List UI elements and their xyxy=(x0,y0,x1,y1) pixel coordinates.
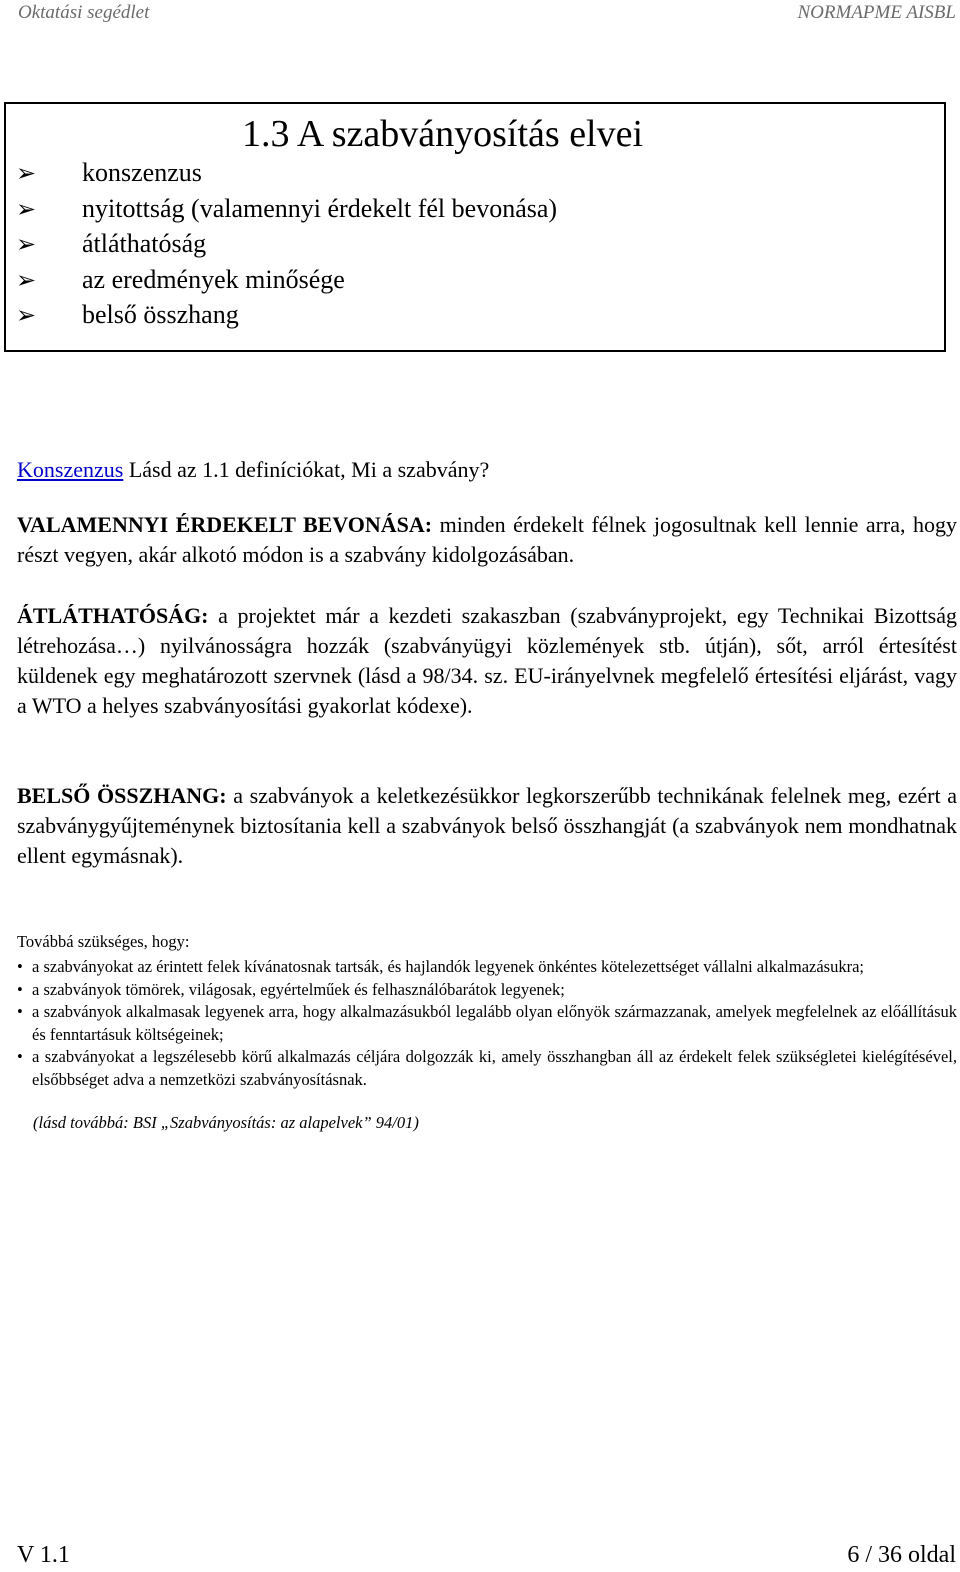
reference-note: (lásd továbbá: BSI „Szabványosítás: az alapelvek” 94/01) xyxy=(33,1113,419,1132)
belso-paragraph xyxy=(17,781,957,871)
konszenzus-paragraph xyxy=(17,455,957,485)
principle-item xyxy=(16,227,557,263)
section-title: 1.3 A szabványosítás elvei xyxy=(242,113,644,155)
principle-item xyxy=(16,298,557,334)
principles-box xyxy=(4,102,946,352)
requirement-item: • a szabványokat a legszélesebb körű alkalmazás céljára dolgozzák ki, amely összhangban áll az érdekelt felek szükségletei kielégítésével, elsőbbséget adva a nemzetközi szabványosításnak. xyxy=(17,1046,957,1091)
atlathatosag-term: ÁTLÁTHATÓSÁG: xyxy=(17,603,209,628)
arrow-bullet-icon: ➢ xyxy=(16,196,37,223)
belso-term: BELSŐ ÖSSZHANG: xyxy=(17,783,227,808)
requirement-item: • a szabványok alkalmasak legyenek arra, hogy alkalmazásukból legalább olyan előnyök származzanak, amelyek megfelelnek az előállításuk és fenntartásuk költségeinek; xyxy=(17,1001,957,1046)
principle-label: konszenzus xyxy=(82,158,202,187)
principle-label: belső összhang xyxy=(82,300,239,329)
arrow-bullet-icon: ➢ xyxy=(16,267,37,294)
arrow-bullet-icon: ➢ xyxy=(16,303,37,329)
belso-text: a szabványok a keletkezésükkor legkorszerűbb technikának felelnek meg, ezért a szabványgyűjteménynek biztosítania kell a szabványok belső összhangját (a szabványok nem mondhatnak ellent egymásnak). xyxy=(17,783,958,868)
requirements-intro: Továbbá szükséges, hogy: xyxy=(17,932,190,951)
requirements-list xyxy=(17,956,957,1091)
arrow-bullet-icon: ➢ xyxy=(16,161,37,187)
valamennyi-term: VALAMENNYI ÉRDEKELT BEVONÁSA: xyxy=(17,512,433,537)
arrow-bullet-icon: ➢ xyxy=(16,232,37,258)
footer-page-number: 6 / 36 oldal xyxy=(847,1542,956,1568)
konszenzus-link[interactable]: Konszenzus xyxy=(17,457,124,482)
header-right: NORMAPME AISBL xyxy=(797,2,956,23)
requirement-item: • a szabványok tömörek, világosak, egyértelműek és felhasználóbarátok legyenek; xyxy=(17,979,957,1002)
konszenzus-text: Lásd az 1.1 definíciókat, Mi a szabvány? xyxy=(123,457,490,482)
requirement-item: • a szabványokat az érintett felek kívánatosnak tartsák, és hajlandók legyenek önkéntes kötelezettséget vállalni alkalmazásukra; xyxy=(17,956,957,979)
principle-label: átláthatóság xyxy=(82,229,207,258)
footer-version: V 1.1 xyxy=(17,1542,70,1568)
principle-label: az eredmények minősége xyxy=(82,264,345,294)
valamennyi-paragraph xyxy=(17,510,957,570)
principle-label: nyitottság (valamennyi érdekelt fél bevonása) xyxy=(82,193,558,223)
principle-item xyxy=(16,263,557,299)
principle-item xyxy=(16,156,557,192)
principles-list xyxy=(16,156,557,334)
atlathatosag-paragraph xyxy=(17,601,957,721)
header-left: Oktatási segédlet xyxy=(18,2,150,23)
atlathatosag-text: a projektet már a kezdeti szakaszban (szabványprojekt, egy Technikai Bizottság létrehozása…) nyilvánosságra hozzák (szabványügyi közlemények stb. útján), sőt, arról értesítést küldenek egy meghatározott szervnek (lásd a 98/34. sz. EU-irányelvnek megfelelő értesítési eljárást, vagy a WTO a helyes szabványosítási gyakorlat kódexe). xyxy=(17,603,957,718)
principle-item xyxy=(16,192,557,228)
valamennyi-text: minden érdekelt félnek jogosultnak kell lennie arra, hogy részt vegyen, akár alkotó módon is a szabvány kidolgozásában. xyxy=(17,512,958,567)
